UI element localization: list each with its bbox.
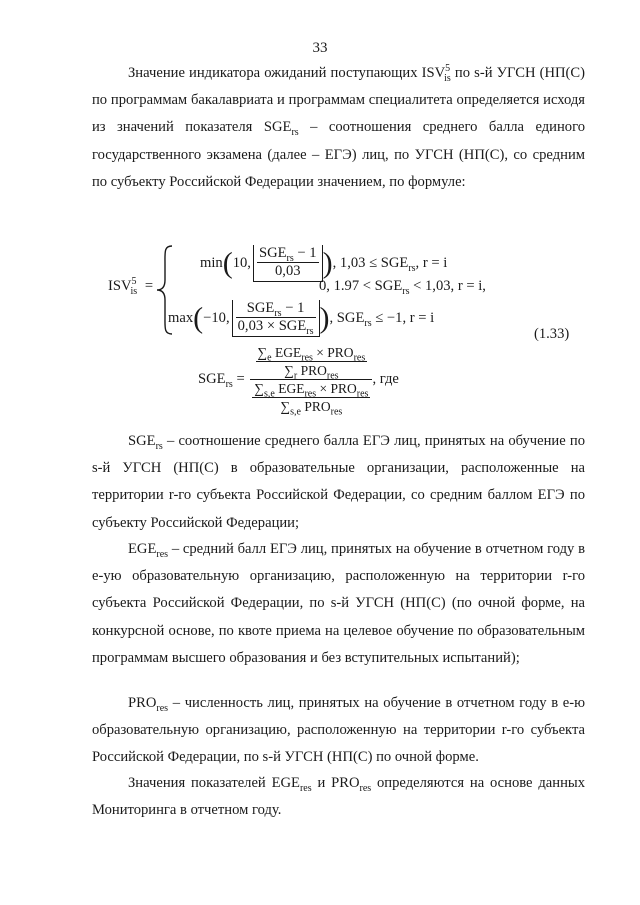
intro-text-1: Значение индикатора ожиданий поступающих [128,65,422,81]
equation-number: (1.33) [534,326,570,342]
page-number: 33 [312,40,328,56]
formula-case-3: max(−10, $\frac{SGE_{rs} - 1}{0,03 \times SGE_{rs}}$ ), $SGE_{rs} \le -1$, r = i [168,300,435,337]
formula-case-2: 0, $1.97 < SGE_{rs} < 1,03$, r = i, [319,278,486,297]
formula-lhs: $ISV^5_{is}$ = [108,276,154,297]
pro-definition: $PRO_{res}$ – численность лиц, принятых на обучение в отчетном году в е-ю образовательную организацию, расположенную на территории r-го субъекта Российской Федерации, по s-й УГСН (НП(С) по очной форме. [92,695,585,766]
sge-definition: $SGE_{rs}$ – соотношение среднего балла ЕГЭ лиц, принятых на обучение по s-й УГСН (НП(С) в образовательные организации, расположенные на территории r-го субъекта Российской Федерации, со средним баллом ЕГЭ по субъекту Российской Федерации; [92,433,585,531]
closing-paragraph: Значения показателей $EGE_{res}$ и $PRO_{res}$ определяются на основе данных Мониторинга в отчетном году. [92,775,585,819]
intro-text-2: по s-й УГСН (НП(С) по программам бакалавриата и программам специалитета определяется исходя из значений показателя [92,65,585,136]
ege-definition: $EGE_{res}$ – средний балл ЕГЭ лиц, принятых на обучение в отчетном году в е-ую образовательную организацию, расположенную на территории r-го субъекта Российской Федерации, по s-й УГСН (НП(С) (по очной форме, на конкурсной основе, по квоте приема на целевое обучение по образовательным программам высшего образования и без вступительных испытаний); [92,541,585,666]
sge-formula: $SGE_{rs}$ = $\frac{\frac{\sum_e EGE_{res} \times PRO_{res}}{\sum_r PRO_{res}}}{\frac{\sum_{s,e} EGE_{res} \times PRO_{res}}{\sum_{s,e} PRO_{res}}}$ , где [198,345,399,418]
isv-symbol: $ISV^5_{is}$ [421,63,451,84]
intro-paragraph [92,60,585,196]
intro-text-3: – соотношения среднего балла единого государственного экзамена (далее – ЕГЭ) лиц, по УГСН (НП(С), со средним по субъекту Российской Федерации значением, по формуле: [92,119,586,190]
formula-case-1: min(10, $\frac{SGE_{rs} - 1}{0,03}$ ), $1,03 \le SGE_{rs}$, r = i [200,245,447,282]
left-brace [155,244,175,336]
sge-symbol: $SGE_{rs}$ [263,119,299,139]
